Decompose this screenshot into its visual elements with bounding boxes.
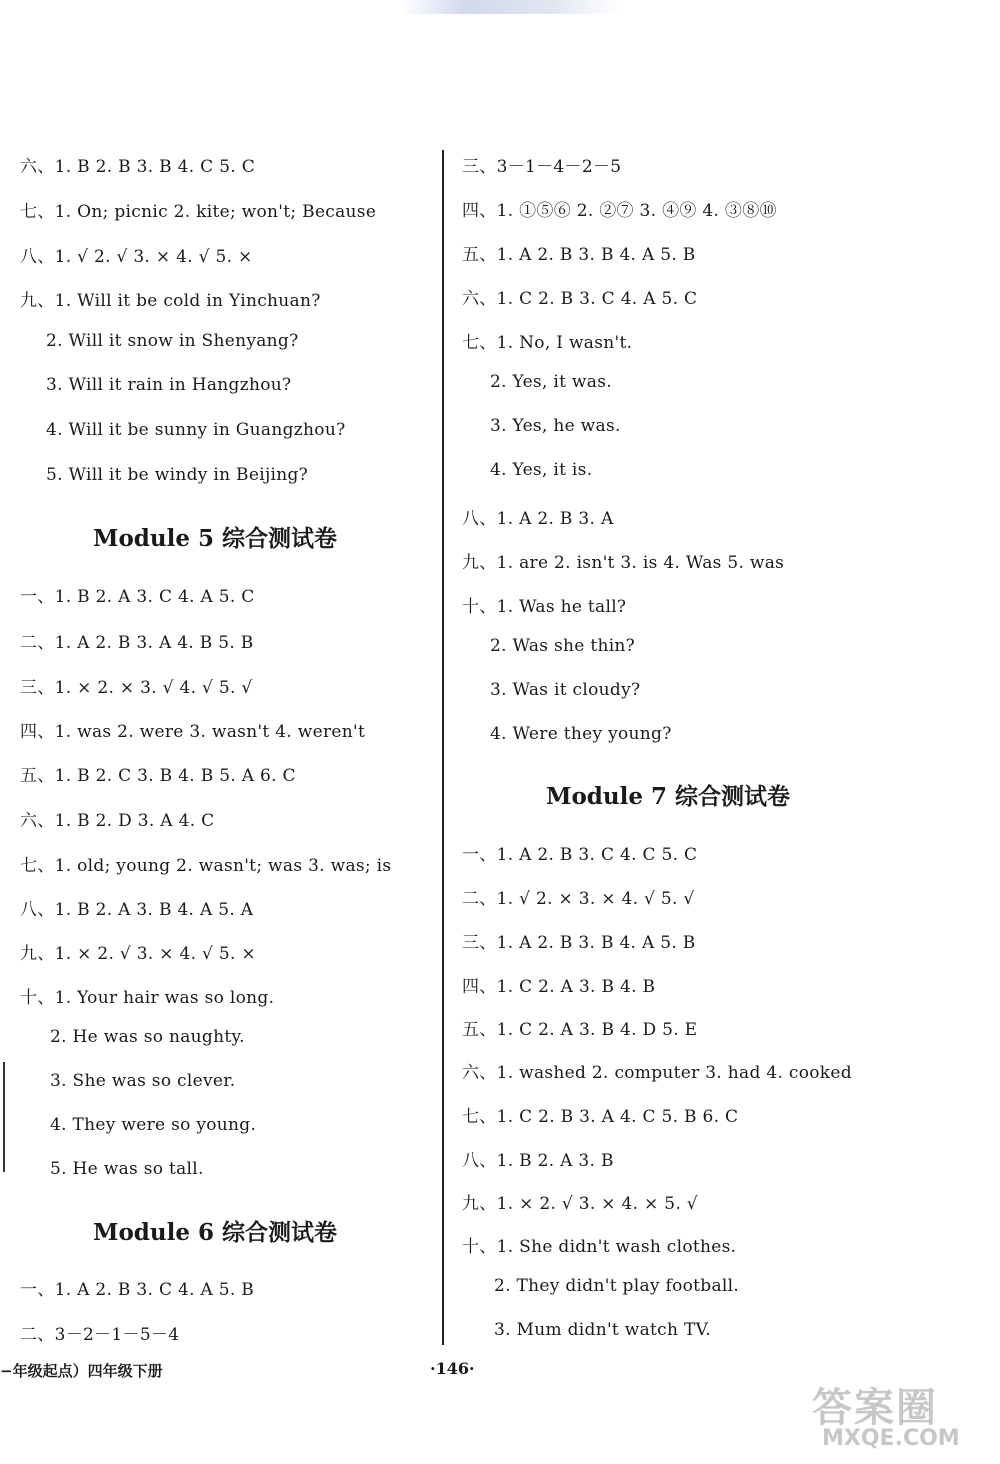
answer-line: 七、1. On; picnic 2. kite; won't; Because [20, 202, 377, 222]
answer-line: 二、1. A 2. B 3. A 4. B 5. B [20, 633, 254, 653]
answer-line: 3. Yes, he was. [490, 416, 621, 436]
page-number: ·146· [430, 1359, 475, 1378]
answer-line: 3. Mum didn't watch TV. [494, 1320, 711, 1340]
answer-line: 六、1. B 2. B 3. B 4. C 5. C [20, 157, 256, 177]
binding-edge-mark [3, 1062, 5, 1172]
answer-line: 2. Yes, it was. [490, 372, 612, 392]
answer-line: 六、1. washed 2. computer 3. had 4. cooked [462, 1063, 852, 1083]
answer-line: 十、1. Was he tall? [462, 597, 627, 617]
section-heading-module-5: Module 5 综合测试卷 [93, 525, 337, 552]
answer-line: 七、1. C 2. B 3. A 4. C 5. B 6. C [462, 1107, 739, 1127]
answer-line: 九、1. × 2. √ 3. × 4. × 5. √ [462, 1194, 698, 1214]
answer-line: 3. Was it cloudy? [490, 680, 641, 700]
answer-line: 十、1. Your hair was so long. [20, 988, 275, 1008]
answer-line: 六、1. C 2. B 3. C 4. A 5. C [462, 289, 698, 309]
answer-line: 4. Were they young? [490, 724, 672, 744]
section-heading-module-6: Module 6 综合测试卷 [93, 1219, 337, 1246]
answer-line: 八、1. A 2. B 3. A [462, 509, 614, 529]
answer-line: 四、1. was 2. were 3. wasn't 4. weren't [20, 722, 366, 742]
answer-line: 4. They were so young. [50, 1115, 257, 1135]
answer-line: 4. Yes, it is. [490, 460, 593, 480]
column-divider [442, 150, 444, 1345]
section-heading-module-7: Module 7 综合测试卷 [546, 783, 790, 810]
answer-line: 四、1. ①⑤⑥ 2. ②⑦ 3. ④⑨ 4. ③⑧⑩ [462, 201, 777, 221]
answer-line: 2. Was she thin? [490, 636, 636, 656]
answer-line: 二、3－2－1－5－4 [20, 1325, 180, 1345]
answer-line: 三、3－1－4－2－5 [462, 157, 622, 177]
answer-line: 2. Will it snow in Shenyang? [46, 331, 299, 351]
answer-line: 八、1. √ 2. √ 3. × 4. √ 5. × [20, 247, 253, 267]
answer-line: 五、1. A 2. B 3. B 4. A 5. B [462, 245, 696, 265]
answer-line: 十、1. She didn't wash clothes. [462, 1237, 737, 1257]
footer-book-title: −年级起点）四年级下册 [0, 1362, 163, 1380]
watermark-text: 答案圈 [812, 1385, 938, 1431]
top-scan-smudge [400, 0, 620, 14]
answer-line: 三、1. × 2. × 3. √ 4. √ 5. √ [20, 678, 253, 698]
answer-line: 5. He was so tall. [50, 1159, 204, 1179]
answer-line: 2. He was so naughty. [50, 1027, 245, 1047]
answer-line: 九、1. Will it be cold in Yinchuan? [20, 291, 321, 311]
answer-line: 八、1. B 2. A 3. B [462, 1151, 614, 1171]
answer-line: 七、1. No, I wasn't. [462, 333, 633, 353]
answer-line: 八、1. B 2. A 3. B 4. A 5. A [20, 900, 254, 920]
answer-line: 九、1. × 2. √ 3. × 4. √ 5. × [20, 944, 256, 964]
watermark-url: MXQE.COM [822, 1426, 960, 1451]
answer-line: 四、1. C 2. A 3. B 4. B [462, 977, 656, 997]
answer-line: 5. Will it be windy in Beijing? [46, 465, 309, 485]
answer-line: 六、1. B 2. D 3. A 4. C [20, 811, 215, 831]
answer-line: 一、1. A 2. B 3. C 4. A 5. B [20, 1280, 255, 1300]
watermark-logo [812, 1376, 992, 1456]
answer-line: 3. She was so clever. [50, 1071, 236, 1091]
answer-line: 3. Will it rain in Hangzhou? [46, 375, 292, 395]
answer-line: 2. They didn't play football. [494, 1276, 740, 1296]
answer-line: 二、1. √ 2. × 3. × 4. √ 5. √ [462, 889, 695, 909]
answer-line: 九、1. are 2. isn't 3. is 4. Was 5. was [462, 553, 785, 573]
answer-line: 五、1. C 2. A 3. B 4. D 5. E [462, 1020, 698, 1040]
answer-line: 七、1. old; young 2. wasn't; was 3. was; is [20, 856, 392, 876]
answer-line: 一、1. B 2. A 3. C 4. A 5. C [20, 587, 255, 607]
answer-line: 五、1. B 2. C 3. B 4. B 5. A 6. C [20, 766, 296, 786]
answer-line: 一、1. A 2. B 3. C 4. C 5. C [462, 845, 698, 865]
answer-line: 三、1. A 2. B 3. B 4. A 5. B [462, 933, 696, 953]
answer-line: 4. Will it be sunny in Guangzhou? [46, 420, 346, 440]
